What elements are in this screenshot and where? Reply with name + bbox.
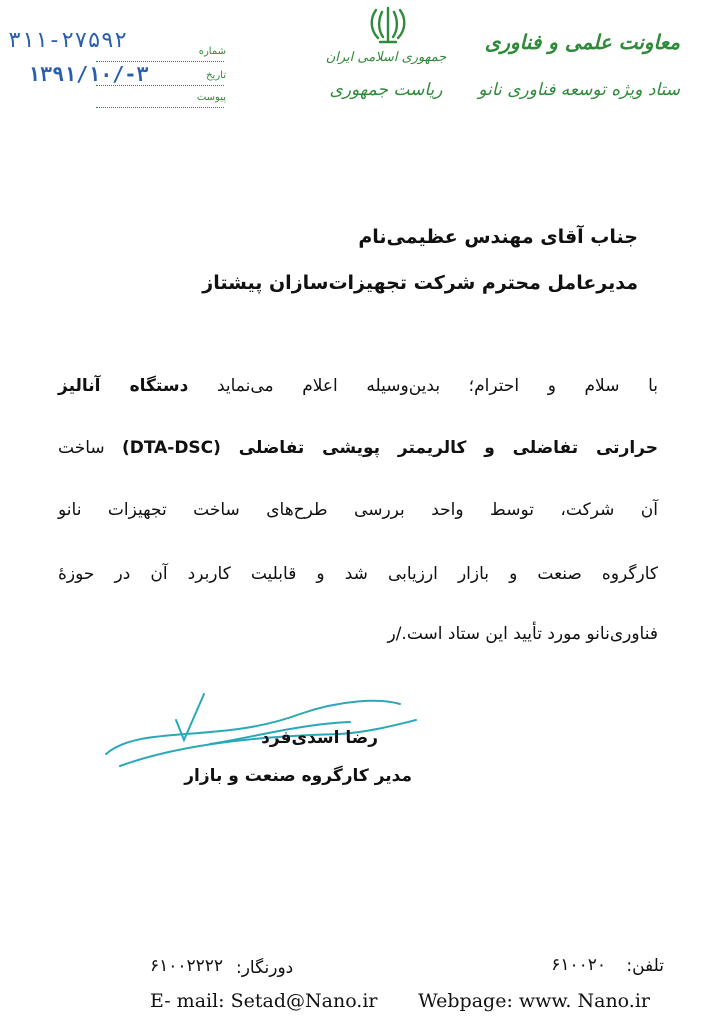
handwritten-date: ۱۳۹۱/۱۰/-۳: [28, 62, 149, 86]
body-line-5: فناوری‌نانو مورد تأیید این ستاد است./ر: [387, 624, 658, 644]
body-line-1: [58, 376, 658, 396]
webpage-link[interactable]: Webpage: www. Nano.ir: [418, 990, 650, 1012]
phone-label: تلفن:: [626, 956, 664, 976]
attachment-label: پیوست: [196, 92, 226, 103]
body-line-3: آن شرکت، توسط واحد بررسی طرح‌های ساخت تجهیزات نانو: [58, 500, 658, 520]
body-line-2: [58, 438, 658, 458]
recipient-name: جناب آقای مهندس عظیمی‌نام: [358, 226, 638, 248]
body-line-4: کارگروه صنعت و بازار ارزیابی شد و قابلیت کاربرد آن در حوزهٔ: [58, 564, 658, 584]
date-label: تاریخ: [206, 70, 226, 81]
recipient-position: مدیرعامل محترم شرکت تجهیزات‌سازان پیشتاز: [202, 272, 638, 294]
iran-emblem-icon: [366, 4, 410, 46]
handwritten-number: ۳۱۱-۲۷۵۹۲: [8, 28, 128, 53]
body-line-1-bold: دستگاه آنالیز: [58, 376, 189, 396]
number-label: شماره: [198, 46, 226, 57]
presidency-label: ریاست جمهوری: [329, 80, 443, 100]
organization-subtitle: ستاد ویژه توسعه فناوری نانو: [478, 80, 680, 100]
fax-value: ۶۱۰۰۲۲۲۲: [150, 956, 224, 976]
government-name: جمهوری اسلامی ایران: [325, 50, 447, 65]
signatory-title: مدیر کارگروه صنعت و بازار: [184, 766, 412, 786]
body-line-1-text: با سلام و احترام؛ بدین‌وسیله اعلام می‌نماید: [188, 376, 658, 396]
fax-label: دورنگار:: [236, 958, 294, 978]
attachment-line: [96, 106, 224, 108]
email-link[interactable]: E- mail: Setad@Nano.ir: [150, 990, 378, 1012]
signatory-name: رضا اسدی‌فرد: [261, 728, 378, 748]
phone-value: ۶۱۰۰۲۰: [551, 955, 606, 975]
body-line-2-text: ساخت: [58, 438, 122, 458]
organization-title: معاونت علمی و فناوری: [484, 30, 680, 54]
body-line-2-bold: حرارتی تفاضلی و کالریمتر پویشی تفاضلی (DTA-DSC): [121, 438, 659, 458]
